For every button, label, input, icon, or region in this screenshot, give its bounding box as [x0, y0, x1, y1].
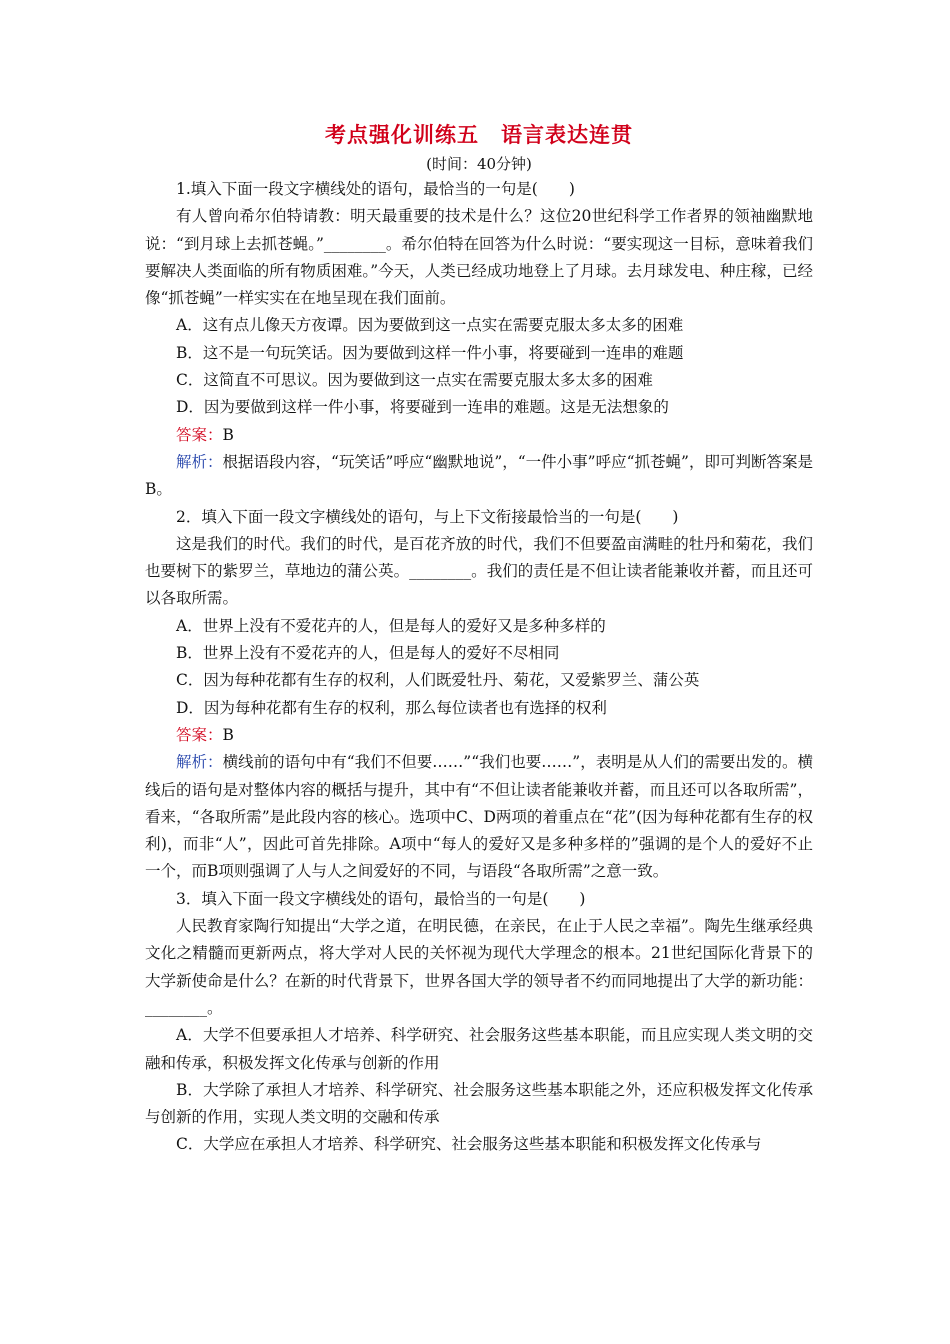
q3-option-a: A．大学不但要承担人才培养、科学研究、社会服务这些基本职能，而且应实现人类文明的交融和传承，积极发挥文化传承与创新的作用	[145, 1026, 813, 1072]
q1-option-b: B．这不是一句玩笑话。因为要做到这样一件小事，将要碰到一连串的难题	[176, 343, 684, 362]
answer-label: 答案：	[176, 425, 223, 444]
analysis-label: 解析：	[176, 753, 223, 772]
q2-stem: 2．填入下面一段文字横线处的语句，与上下文衔接最恰当的一句是( )	[176, 507, 679, 526]
time-limit: (时间：40分钟)	[426, 155, 532, 173]
q2-option-c: C．因为每种花都有生存的权利，人们既爱牡丹、菊花，又爱紫罗兰、蒲公英	[176, 671, 700, 690]
q2-analysis	[145, 749, 813, 885]
q2-option-d: D．因为每种花都有生存的权利，那么每位读者也有选择的权利	[176, 698, 607, 717]
answer-value: B	[222, 725, 234, 744]
q3-option-b: B．大学除了承担人才培养、科学研究、社会服务这些基本职能之外，还应积极发挥文化传承与创新的作用，实现人类文明的交融和传承	[145, 1080, 813, 1127]
q2-option-a: A．世界上没有不爱花卉的人，但是每人的爱好又是多种多样的	[176, 616, 606, 635]
q3-passage: 人民教育家陶行知提出“大学之道，在明民德，在亲民，在止于人民之幸福”。陶先生继承经典文化之精髓而更新两点，将大学对人民的关怀视为现代大学理念的根本。21世纪国际化背景下的大学新使命是什么？在新的时代背景下，世界各国大学的领导者不约而同地提出了大学的新功能：________。	[145, 917, 813, 1017]
answer-value: B	[222, 425, 234, 444]
q2-answer	[145, 722, 813, 749]
q2-passage: 这是我们的时代。我们的时代，是百花齐放的时代，我们不但要盈亩满畦的牡丹和菊花，我们也要树下的紫罗兰，草地边的蒲公英。________。我们的责任是不但让读者能兼收并蓄，而且还可以各取所需。	[145, 534, 813, 608]
analysis-text: 根据语段内容，“玩笑话”呼应“幽默地说”，“一件小事”呼应“抓苍蝇”，即可判断答案是B。	[145, 452, 813, 499]
q1-stem: 1.填入下面一段文字横线处的语句，最恰当的一句是( )	[176, 180, 575, 198]
q1-option-c: C．这简直不可思议。因为要做到这一点实在需要克服太多太多的困难	[176, 371, 653, 390]
q3-stem: 3．填入下面一段文字横线处的语句，最恰当的一句是( )	[176, 889, 586, 908]
q1-answer	[145, 422, 813, 449]
analysis-label: 解析：	[176, 452, 223, 471]
q3-option-c: C．大学应在承担人才培养、科学研究、社会服务这些基本职能和积极发挥文化传承与	[176, 1135, 762, 1154]
exam-page	[145, 118, 813, 1159]
page-title: 考点强化训练五 语言表达连贯	[325, 122, 633, 147]
q2-option-b: B．世界上没有不爱花卉的人，但是每人的爱好不尽相同	[176, 644, 560, 663]
q1-option-a: A．这有点儿像天方夜谭。因为要做到这一点实在需要克服太多太多的困难	[176, 316, 684, 335]
q1-passage: 有人曾向希尔伯特请教：明天最重要的技术是什么？这位20世纪科学工作者界的领袖幽默地说：“到月球上去抓苍蝇。”________。希尔伯特在回答为什么时说：“要实现这一目标，意味着我们要解决人类面临的所有物质困难。”今天，人类已经成功地登上了月球。去月球发电、种庄稼，已经像“抓苍蝇”一样实实在在地呈现在我们面前。	[145, 207, 813, 308]
q1-option-d: D．因为要做到这样一件小事，将要碰到一连串的难题。这是无法想象的	[176, 398, 669, 417]
answer-label: 答案：	[176, 725, 223, 744]
q1-analysis	[145, 449, 813, 504]
analysis-text: 横线前的语句中有“我们不但要……”“我们也要……”，表明是从人们的需要出发的。横线后的语句是对整体内容的概括与提升，其中有“不但让读者能兼收并蓄，而且还可以各取所需”，看来，“各取所需”是此段内容的核心。选项中C、D两项的着重点在“花”(因为每种花都有生存的权利)，而非“人”，因此可首先排除。A项中“每人的爱好又是多种多样的”强调的是个人的爱好不止一个，而B项则强调了人与人之间爱好的不同，与语段“各取所需”之意一致。	[145, 753, 813, 881]
